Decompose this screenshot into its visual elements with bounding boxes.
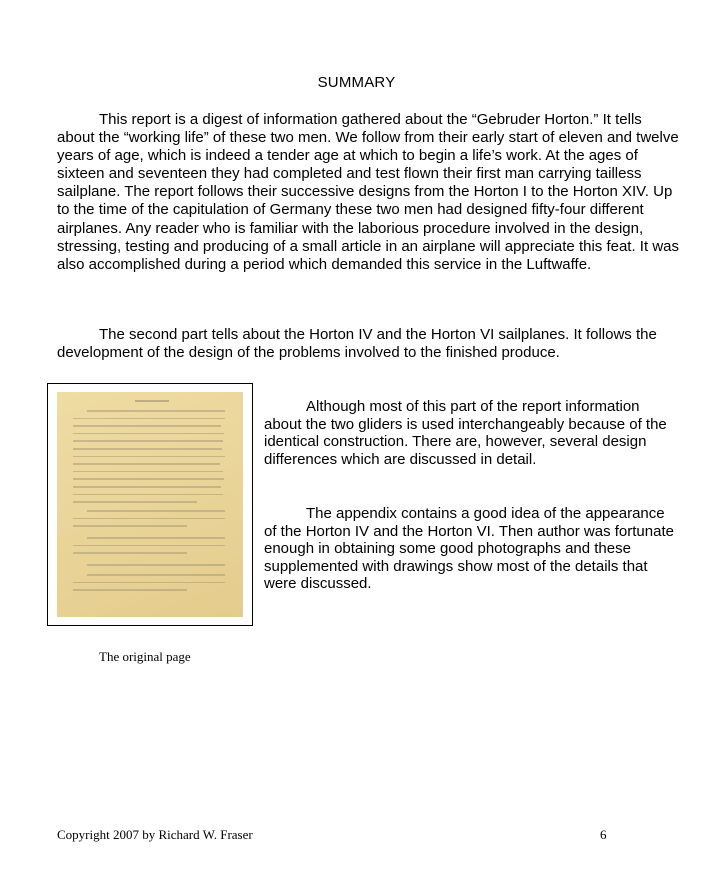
- side-paragraph-2: The appendix contains a good idea of the appearance of the Horton IV and the Horton VI. Then author was fortunate enough in obtaining some good photographs and these supplemented with drawings show most of the details that were discussed.: [264, 505, 674, 593]
- original-page-text-line: [87, 574, 225, 576]
- original-page-text-line: [87, 510, 225, 512]
- original-page-text-line: [73, 440, 223, 442]
- original-page-text-line: [73, 433, 224, 435]
- original-page-image: [57, 392, 243, 617]
- original-page-figure: [47, 383, 253, 626]
- original-page-text-line: [87, 564, 225, 566]
- original-page-text-line: [73, 463, 220, 465]
- original-page-text-line: [73, 494, 223, 496]
- original-page-text-line: [73, 501, 197, 503]
- original-page-text-line: [73, 478, 224, 480]
- original-page-text-line: [73, 448, 222, 450]
- original-page-text-line: [73, 471, 223, 473]
- original-page-heading-mark: [135, 400, 169, 402]
- original-page-text-line: [73, 545, 225, 547]
- original-page-text-line: [73, 486, 221, 488]
- original-page-text-line: [73, 518, 225, 520]
- original-page-text-line: [73, 456, 225, 458]
- original-page-text-line: [73, 589, 187, 591]
- original-page-text-line: [87, 410, 225, 412]
- footer-copyright: Copyright 2007 by Richard W. Fraser: [57, 827, 253, 842]
- figure-caption: The original page: [99, 649, 191, 664]
- original-page-text-line: [73, 418, 225, 420]
- original-page-text-line: [73, 582, 225, 584]
- footer-page-number: 6: [600, 827, 607, 842]
- side-paragraph-1: Although most of this part of the report information about the two gliders is used interchangeably because of the identical construction. There are, however, several design differences which are discussed in detail.: [264, 398, 667, 468]
- summary-paragraph-1: This report is a digest of information gathered about the “Gebruder Horton.” It tells about the “working life” of these two men. We follow from their early start of eleven and twelve years of age, which is indeed a tender age at which to begin a life’s work. At the ages of sixteen and seventeen they had completed and test flown their first man carrying tailless sailplane. The report follows their successive designs from the Horton I to the Horton XIV. Up to the time of the capitulation of Germany these two men had designed fifty-four different airplanes. Any reader who is familiar with the laborious procedure involved in the design, stressing, testing and producing of a small article in an airplane will appreciate this feat. It was also accomplished during a period which demanded this service in the Luftwaffe.: [57, 111, 679, 273]
- original-page-text-line: [73, 425, 221, 427]
- original-page-text-line: [73, 552, 187, 554]
- page-title: SUMMARY: [317, 74, 396, 91]
- original-page-text-line: [73, 525, 187, 527]
- original-page-text-line: [87, 537, 225, 539]
- summary-paragraph-2: The second part tells about the Horton IV and the Horton VI sailplanes. It follows the development of the design of the problems involved to the finished produce.: [57, 326, 657, 362]
